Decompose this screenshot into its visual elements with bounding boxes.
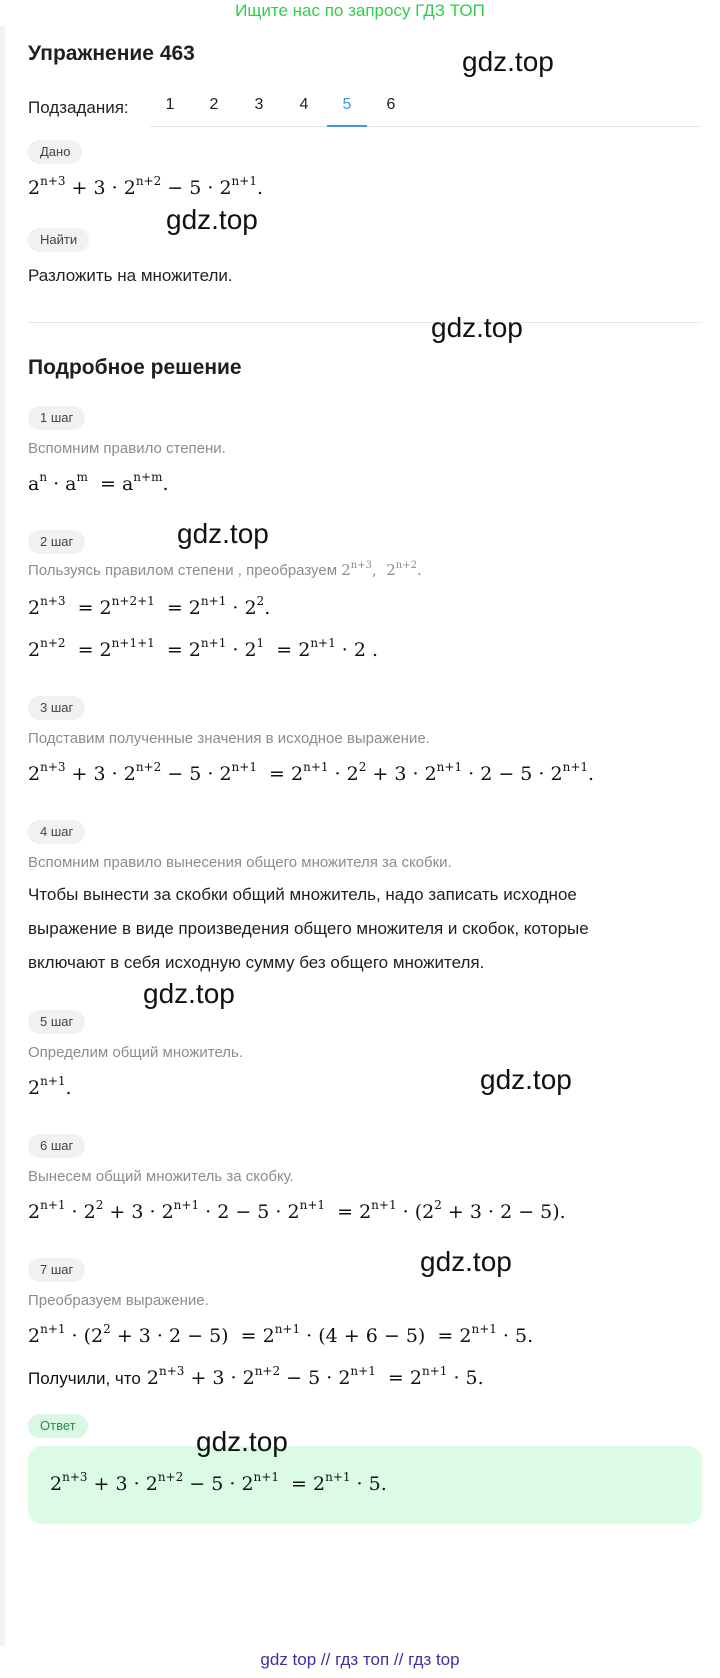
watermark: gdz.top [420, 1246, 512, 1277]
step-1-hint: Вспомним правило степени. [28, 440, 226, 457]
step-1-chip: 1 шаг [28, 406, 85, 430]
solution-title: Подробное решение [28, 356, 242, 379]
find-text: Разложить на множители. [28, 266, 233, 285]
top-banner: Ищите нас по запросу ГДЗ ТОП [235, 1, 485, 20]
subtasks-label: Подзадания: [28, 98, 129, 117]
step-4-chip: 4 шаг [28, 820, 85, 844]
page-title: Упражнение 463 [28, 42, 195, 65]
watermark: gdz.top [177, 518, 269, 549]
tab-subtask-5[interactable]: 5 [327, 84, 367, 127]
answer-chip: Ответ [28, 1414, 88, 1438]
step-7-formula: $2^{n+1} \cdot (2^2 + 3 \cdot 2 - 5) = 2^{n+1} \cdot (4 + 6 - 5) = 2^{n+1} \cdot 5$. [28, 1322, 534, 1347]
find-chip: Найти [28, 228, 89, 252]
exercise-card [10, 26, 710, 1646]
watermark: gdz.top [166, 204, 258, 235]
watermark: gdz.top [143, 978, 235, 1009]
step-3-chip: 3 шаг [28, 696, 85, 720]
step-4-text: Чтобы вынести за скобки общий множитель, надо записать исходное выражение в виде произведения общего множителя и скобок, которые включают в себя исходную сумму без общего множителя. [28, 885, 589, 972]
left-rule [0, 26, 5, 1646]
tab-subtask-6[interactable]: 6 [386, 96, 396, 113]
tab-subtask-1[interactable]: 1 [165, 96, 175, 113]
given-expression: $2^{n+3} + 3 \cdot 2^{n+2} - 5 \cdot 2^{n+1}$. [28, 174, 263, 199]
step-6-formula: $2^{n+1} \cdot 2^2 + 3 \cdot 2^{n+1} \cdot 2 - 5 \cdot 2^{n+1} = 2^{n+1} \cdot (2^2 + 3 \cdot 2 - 5)$. [28, 1198, 566, 1223]
step-4-hint: Вспомним правило вынесения общего множителя за скобки. [28, 854, 452, 871]
watermark: gdz.top [462, 46, 554, 77]
step-3-hint: Подставим полученные значения в исходное выражение. [28, 730, 430, 747]
step-5-hint: Определим общий множитель. [28, 1044, 244, 1061]
watermark: gdz.top [196, 1426, 288, 1457]
result-prefix: Получили, что [28, 1369, 141, 1388]
tab-subtask-2[interactable]: 2 [209, 96, 219, 113]
step-6-hint: Вынесем общий множитель за скобку. [28, 1168, 294, 1185]
step-5-chip: 5 шаг [28, 1010, 85, 1034]
given-chip: Дано [28, 140, 82, 164]
step-2-line-1: $2^{n+3} = 2^{n+2+1} = 2^{n+1} \cdot 2^2$. [28, 594, 271, 619]
step-7-chip: 7 шаг [28, 1258, 85, 1282]
step-5-formula: $2^{n+1}$. [28, 1074, 72, 1099]
step-2-hint-text: Пользуясь правилом степени , преобразуем [28, 562, 338, 579]
step-6-chip: 6 шаг [28, 1134, 85, 1158]
footer-links[interactable]: gdz top // гдз топ // гдз top [260, 1650, 460, 1669]
watermark: gdz.top [431, 312, 523, 343]
answer-formula: $2^{n+3} + 3 \cdot 2^{n+2} - 5 \cdot 2^{n+1} = 2^{n+1} \cdot 5$. [50, 1470, 387, 1495]
watermark: gdz.top [480, 1064, 572, 1095]
subtasks-tabs [150, 84, 702, 127]
answer-box [28, 1446, 702, 1524]
divider [28, 322, 702, 323]
tab-subtask-3[interactable]: 3 [254, 96, 264, 113]
step-3-formula: $2^{n+3} + 3 \cdot 2^{n+2} - 5 \cdot 2^{n+1} = 2^{n+1} \cdot 2^2 + 3 \cdot 2^{n+1} \cdot 2 - 5 \cdot 2^{n+1}$. [28, 760, 595, 785]
step-2-line-2: $2^{n+2} = 2^{n+1+1} = 2^{n+1} \cdot 2^1 = 2^{n+1} \cdot 2$ . [28, 636, 379, 661]
result-line: Получили, что $2^{n+3} + 3 \cdot 2^{n+2} - 5 \cdot 2^{n+1} = 2^{n+1} \cdot 5$. [28, 1364, 484, 1389]
step-7-hint: Преобразуем выражение. [28, 1292, 209, 1309]
step-2-chip: 2 шаг [28, 530, 85, 554]
step-2-hint: Пользуясь правилом степени , преобразуем $2^{n+3}$, $2^{n+2}$. [28, 560, 422, 579]
step-1-formula: $a^n \cdot a^m = a^{n+m}$. [28, 470, 169, 495]
tab-subtask-4[interactable]: 4 [299, 96, 309, 113]
